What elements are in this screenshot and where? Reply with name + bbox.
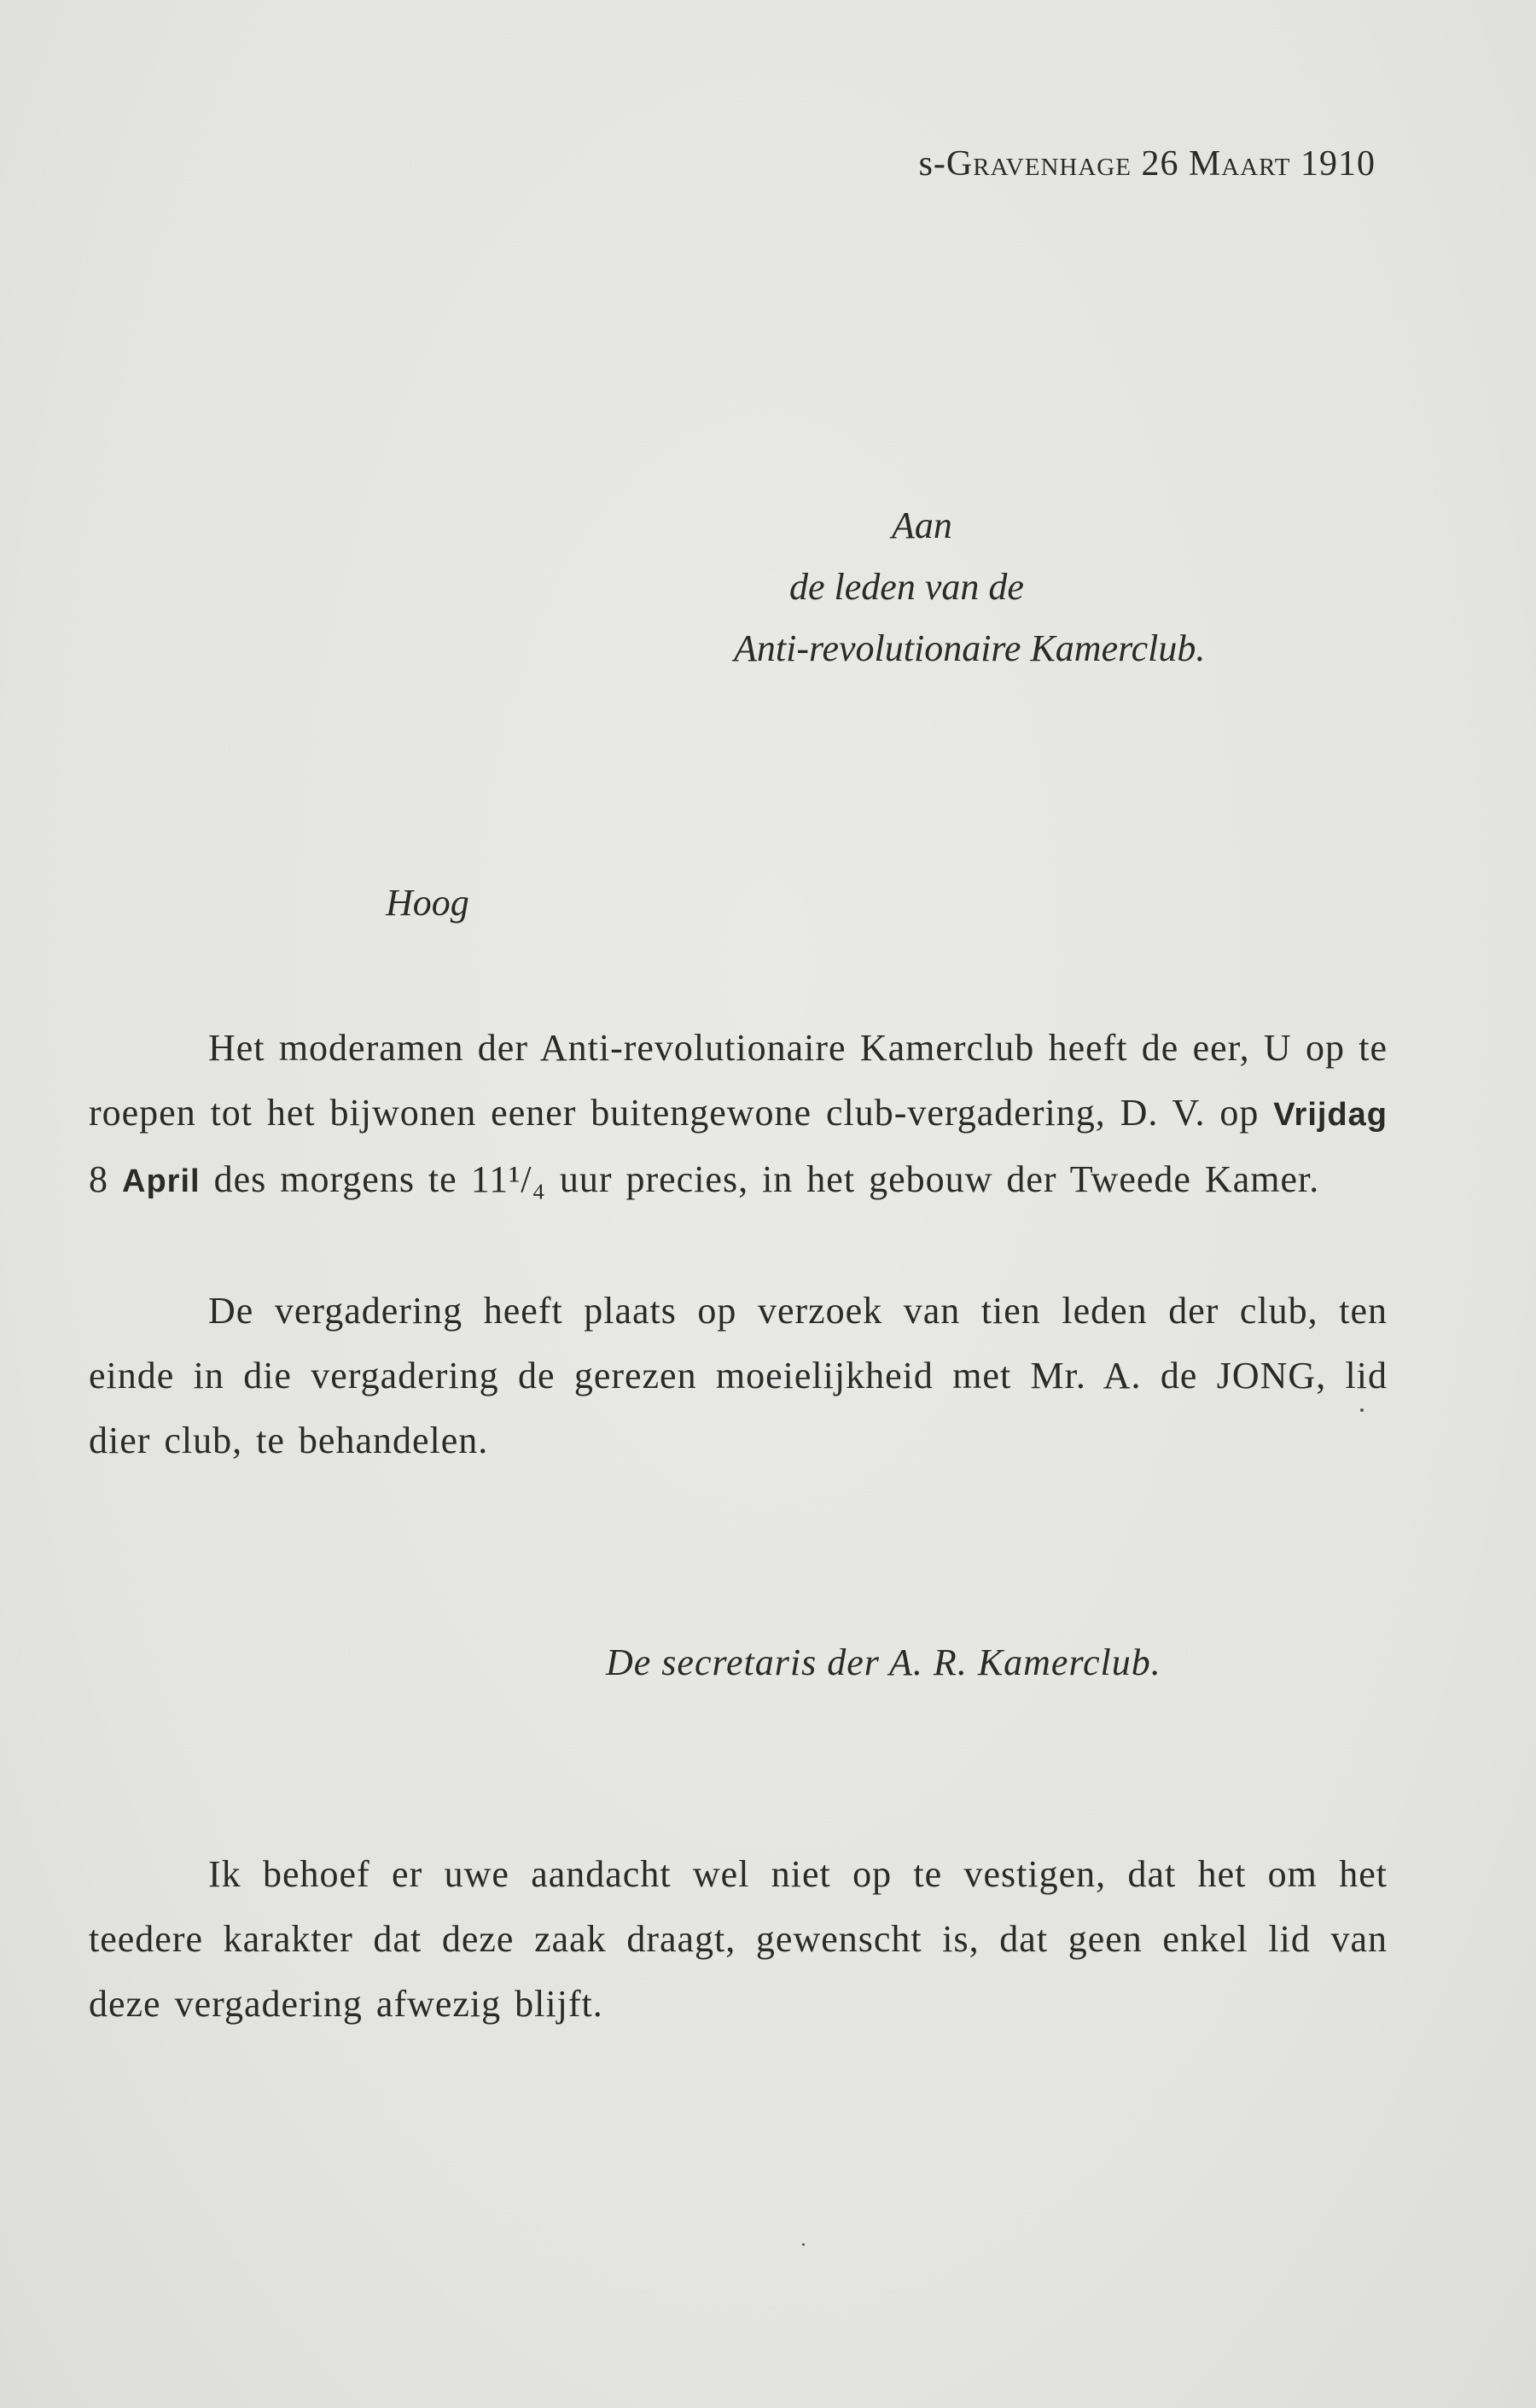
print-speck bbox=[1360, 1408, 1364, 1412]
body-paragraph-1 bbox=[89, 1016, 1388, 1214]
paragraph-1-day: Vrijdag bbox=[1273, 1097, 1388, 1133]
paragraph-1-part-2: des morgens te 11 bbox=[200, 1158, 509, 1200]
addressee-line-1: Aan bbox=[892, 504, 952, 546]
salutation: Hoog bbox=[386, 882, 469, 924]
body-paragraph-2 bbox=[89, 1279, 1388, 1473]
paragraph-1-part-1: Het moderamen der Anti-revolutionaire Kamerclub heeft de eer, U op te roepen tot het bijwonen eener buitengewone club-vergadering, D. V. op bbox=[89, 1027, 1388, 1134]
paragraph-2-text: De vergadering heeft plaats op verzoek van tien leden der club, ten einde in die vergadering de gerezen moeielijkheid met Mr. A. de JONG, lid dier club, te behandelen. bbox=[89, 1290, 1388, 1461]
dateline-place-prefix: s- bbox=[918, 144, 946, 184]
dateline-month: Maart bbox=[1188, 144, 1291, 184]
addressee-line-3: Anti-revolutionaire Kamerclub. bbox=[734, 627, 1206, 669]
dateline-place: Gravenhage bbox=[945, 144, 1132, 184]
dateline-day: 26 bbox=[1141, 144, 1179, 184]
paragraph-3-text: Ik behoef er uwe aandacht wel niet op te vestigen, dat het om het teedere karakter dat deze zaak draagt, gewenscht is, dat geen enkel lid van deze vergadering afwezig blijft. bbox=[89, 1853, 1388, 2025]
addressee-line-2: de leden van de bbox=[789, 566, 1024, 608]
dateline bbox=[919, 143, 1376, 184]
paragraph-1-part-3: uur precies, in het gebouw der Tweede Kamer. bbox=[545, 1158, 1320, 1200]
paragraph-1-middle: 8 bbox=[89, 1158, 122, 1200]
signature: De secretaris der A. R. Kamerclub. bbox=[606, 1641, 1161, 1683]
print-speck bbox=[802, 2243, 805, 2246]
dateline-year: 1910 bbox=[1300, 144, 1376, 184]
paragraph-1-month: April bbox=[122, 1163, 201, 1199]
paragraph-1-fraction: ¹/₄ bbox=[509, 1158, 546, 1200]
postscript-paragraph bbox=[89, 1842, 1388, 2037]
